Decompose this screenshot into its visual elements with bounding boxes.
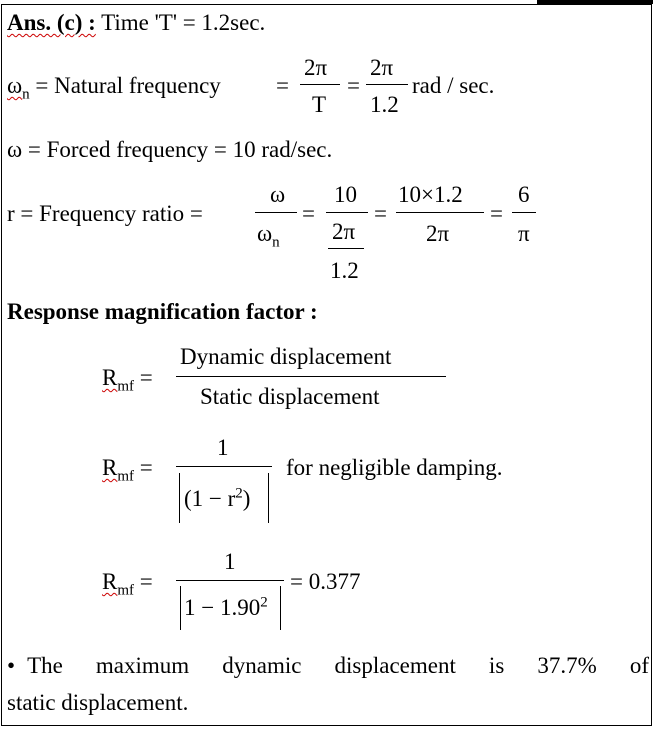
- natural-frequency-label: $\omega_n$ = Natural frequency: [7, 73, 221, 103]
- fraction-numerator: 10: [334, 182, 357, 207]
- fraction-bar: [328, 248, 364, 249]
- fraction-bar: [300, 84, 340, 85]
- conclusion-line-1: • The maximum dynamic displacement is 37.7% of: [7, 653, 649, 678]
- abs-bar-right: [268, 473, 269, 523]
- fraction-denominator: 2π: [426, 221, 450, 246]
- frequency-ratio-label: r = Frequency ratio =: [7, 201, 203, 226]
- fraction-numerator: 10×1.2: [398, 182, 463, 207]
- fraction-numerator: 1: [224, 549, 236, 574]
- fraction-denominator: 1.2: [330, 258, 359, 283]
- fraction-denominator: 2π: [332, 219, 356, 244]
- time-text: Time 'T' = 1.2sec.: [101, 10, 266, 35]
- fraction-numerator: 6: [518, 182, 530, 207]
- fraction-bar: [366, 84, 408, 85]
- answer-label: Ans. (c) :: [7, 10, 96, 35]
- fraction-bar: [176, 376, 446, 377]
- abs-bar-left: [180, 586, 181, 630]
- fraction-bar: [396, 212, 484, 213]
- equals-sign: =: [347, 73, 360, 98]
- fraction-denominator: T: [312, 92, 327, 117]
- fraction-denominator: $(1 - r^2)$: [184, 485, 251, 511]
- abs-bar-left: [179, 473, 180, 523]
- fraction-numerator: 2π: [304, 55, 328, 80]
- fraction-bar: [255, 212, 297, 213]
- fraction-denominator: $\omega_n$: [257, 221, 280, 251]
- rmf-heading: Response magnification factor :: [7, 299, 318, 324]
- equals-sign: =: [490, 201, 503, 226]
- rmf-result: = 0.377: [290, 569, 361, 594]
- answer-line: [7, 11, 265, 34]
- equals-sign: =: [374, 201, 387, 226]
- unit-text: rad / sec.: [412, 73, 495, 98]
- fraction-numerator: 1: [217, 435, 229, 460]
- rmf-lhs: $R_{mf}$ =: [102, 365, 153, 395]
- fraction-numerator: 2π: [370, 55, 394, 80]
- fraction-numerator: ω: [270, 182, 286, 207]
- fraction-denominator: 1.2: [370, 92, 399, 117]
- fraction-numerator: Dynamic displacement: [180, 344, 392, 369]
- omega-n-symbol: $\omega_n$: [7, 73, 30, 103]
- conclusion-line-2: static displacement.: [7, 690, 189, 715]
- rmf-lhs: $R_{mf}$ =: [102, 455, 153, 485]
- abs-bar-right: [280, 586, 281, 630]
- forced-frequency-line: ω = Forced frequency = 10 rad/sec.: [7, 137, 333, 162]
- bullet: •: [7, 653, 16, 678]
- fraction-bar: [176, 466, 272, 467]
- damping-note: for negligible damping.: [286, 455, 503, 480]
- fraction-denominator: π: [518, 221, 530, 246]
- fraction-bar: [512, 212, 536, 213]
- fraction-bar: [326, 212, 368, 213]
- fraction-bar: [176, 580, 284, 581]
- equals-sign: =: [276, 73, 289, 98]
- fraction-denominator: $1 - 1.90^2$: [184, 594, 268, 620]
- fraction-denominator: Static displacement: [200, 384, 380, 409]
- equals-sign: =: [302, 201, 315, 226]
- rmf-lhs: $R_{mf}$ =: [102, 569, 153, 599]
